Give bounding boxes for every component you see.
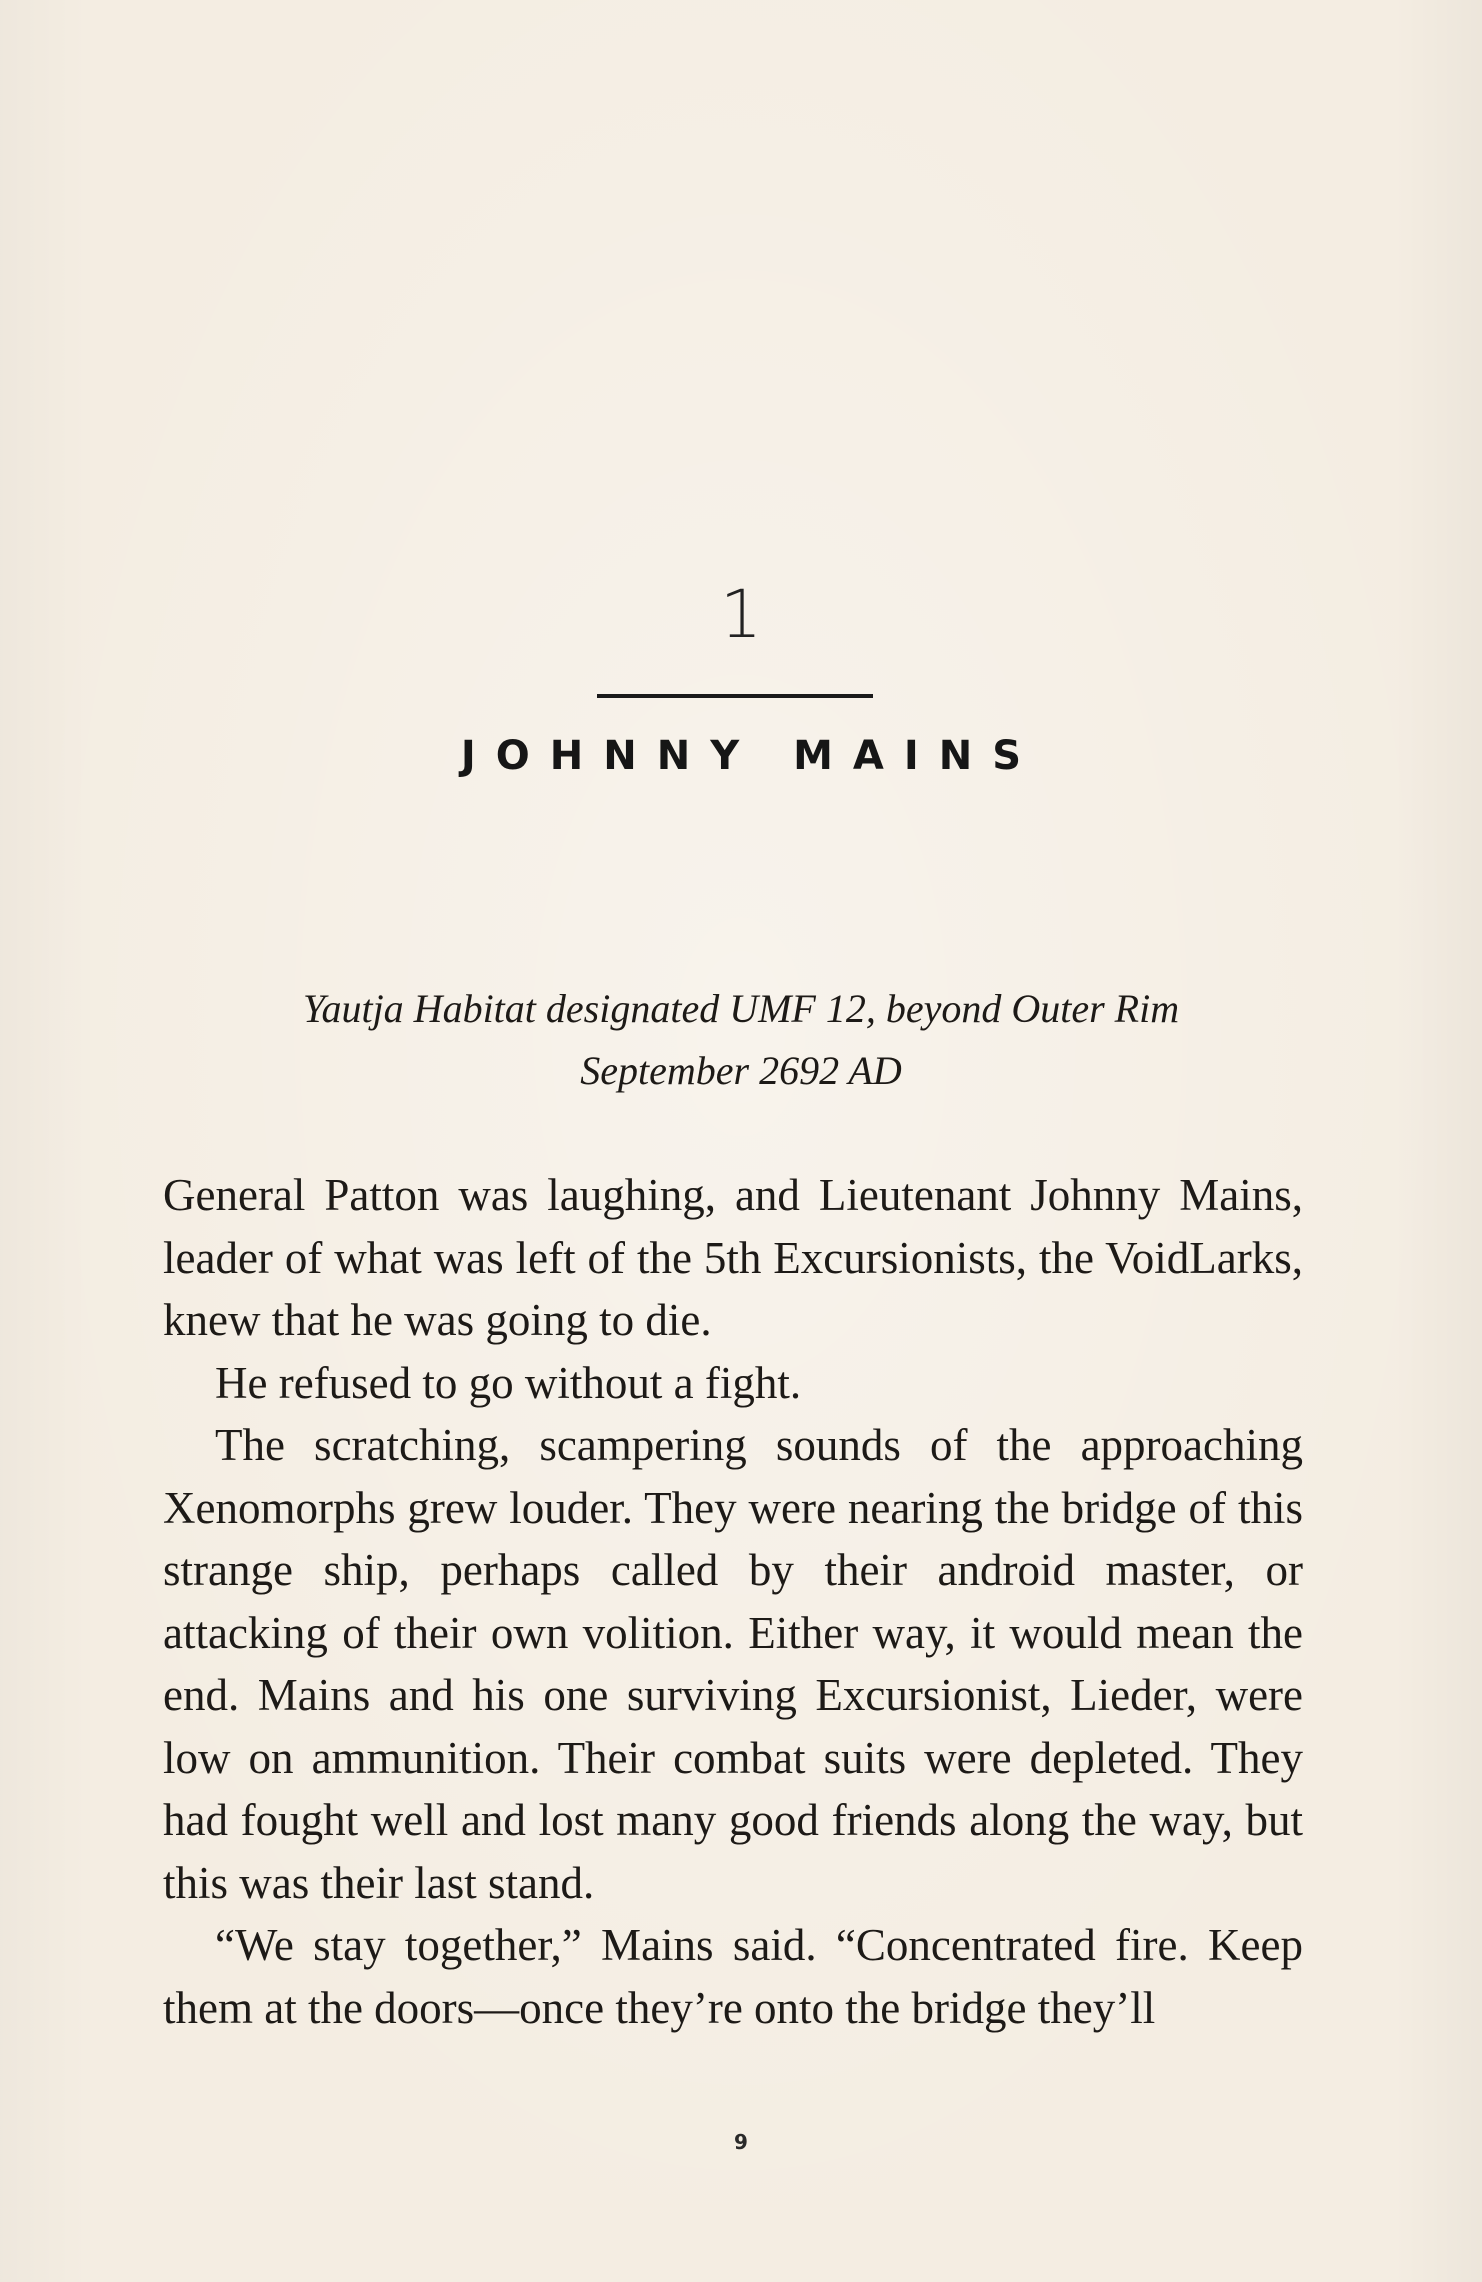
paragraph: “We stay together,” Mains said. “Concentrated fire. Keep them at the doors—once they’re onto the bridge they’ll	[163, 1920, 1303, 2033]
chapter-number: 1	[720, 576, 762, 653]
paragraph: The scratching, scampering sounds of the approaching Xenomorphs grew louder. They were nearing the bridge of this strange ship, perhaps called by their android master, or attacking of their own volition. Either way, it would mean the end. Mains and his one surviving Excursionist, Lieder, were low on ammunition. Their combat suits were depleted. They had fought well and lost many good friends along the way, but this was their last stand.	[163, 1420, 1303, 1908]
page-number: 9	[734, 2130, 748, 2154]
date-line: September 2692 AD	[580, 1048, 902, 1093]
chapter-divider	[597, 694, 873, 698]
chapter-title: JOHNNY MAINS	[460, 733, 1042, 779]
paragraph: He refused to go without a fight.	[215, 1357, 802, 1408]
paragraph: General Patton was laughing, and Lieutenant Johnny Mains, leader of what was left of the 5th Excursionists, the VoidLarks, knew that he was going to die.	[163, 1170, 1303, 1345]
location-line: Yautja Habitat designated UMF 12, beyond Outer Rim	[302, 986, 1180, 1031]
body-text	[163, 1164, 1303, 2039]
location-dateline	[0, 978, 1482, 1102]
